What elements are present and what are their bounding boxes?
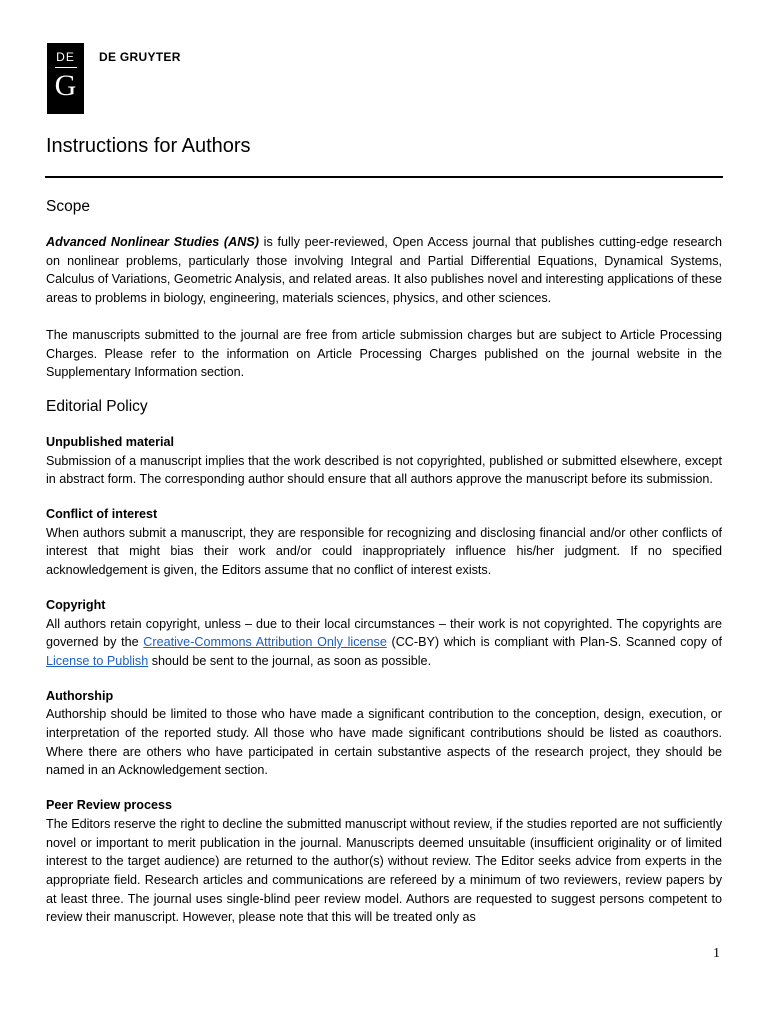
- peer-review-section: [46, 796, 722, 927]
- authorship-section: [46, 687, 722, 781]
- conflict-heading: Conflict of interest: [46, 507, 158, 522]
- document-body: [46, 196, 722, 927]
- scope-heading: Scope: [46, 198, 90, 215]
- copyright-section: [46, 596, 722, 671]
- scope-paragraph-1-text: is fully peer-reviewed, Open Access journal that publishes cutting-edge research on nonlinear problems, particularly those involving Integral and Partial Differential Equations, Dynamical Systems, Calculus of Variations, Geometric Analysis, and related areas. It also publishes novel and interesting applications of these areas to problems in biology, engineering, materials sciences, physics, and other sciences.: [46, 235, 723, 306]
- unpublished-text: Submission of a manuscript implies that the work described is not copyrighted, published or submitted elsewhere, except in abstract form. The corresponding author should ensure that all authors approve the manuscript before its submission.: [46, 453, 722, 487]
- authorship-text: Authorship should be limited to those who have made a significant contribution to the conception, design, execution, or interpretation of the reported study. All those who have made significant contributions should be listed as coauthors. Where there are others who have participated in certain substantive aspects of the research project, they should be named in an Acknowledgement section.: [46, 707, 722, 778]
- editorial-policy-heading: Editorial Policy: [46, 397, 148, 415]
- journal-name: Advanced Nonlinear Studies (ANS): [46, 235, 259, 249]
- copyright-text-c: should be sent to the journal, as soon as possible.: [148, 653, 432, 668]
- conflict-text: When authors submit a manuscript, they are responsible for recognizing and disclosing financial and/or other conflicts of interest that might bias their work and/or could inappropriately influence his/her judgment. If no specified acknowledgement is given, the Editors assume that no conflict of interest exists.: [46, 525, 722, 578]
- peer-review-text: The Editors reserve the right to decline the submitted manuscript without review, if the studies reported are not sufficiently novel or important to merit publication in the journal. Manuscripts deemed unsuitable (insufficient originality or of limited interest to the target audience) are returned to the author(s) without review. The Editor seeks advice from experts in the appropriate field. Research articles and communications are refereed by a minimum of two reviewers, review papers by at least three. The journal uses single-blind peer review model. Authors are requested to suggest persons competent to review their manuscript. However, please note that this will be treated only as: [46, 816, 722, 925]
- conflict-section: [46, 505, 722, 580]
- scope-paragraph-2: The manuscripts submitted to the journal are free from article submission charges but are subject to Article Processing Charges. Please refer to the information on Article Processing Charges published on the journal website in the Supplementary Information section.: [46, 327, 722, 380]
- page-number: 1: [713, 946, 720, 961]
- peer-review-heading: Peer Review process: [46, 798, 173, 813]
- license-to-publish-link[interactable]: License to Publish: [46, 653, 149, 668]
- logo-top-text: DE: [56, 50, 75, 64]
- page-title: Instructions for Authors: [46, 135, 251, 157]
- title-divider: [45, 176, 723, 178]
- brand-name: DE GRUYTER: [99, 50, 181, 64]
- unpublished-heading: Unpublished material: [46, 434, 175, 449]
- copyright-text-b: (CC-BY) which is compliant with Plan-S. Scanned copy of: [386, 635, 722, 650]
- copyright-text: [46, 615, 722, 671]
- scope-paragraph-1: [46, 233, 722, 308]
- logo-bottom-text: G: [54, 69, 77, 102]
- copyright-heading: Copyright: [46, 597, 106, 612]
- unpublished-section: [46, 433, 722, 489]
- copyright-text-a: All authors retain copyright, unless – due to their local circumstances – their work is not copyrighted. The copyrights are governed by the: [46, 616, 722, 650]
- logo-divider: [55, 67, 77, 68]
- de-gruyter-logo: [47, 43, 84, 114]
- authorship-heading: Authorship: [46, 688, 114, 703]
- cc-by-license-link[interactable]: Creative-Commons Attribution Only license: [143, 635, 387, 650]
